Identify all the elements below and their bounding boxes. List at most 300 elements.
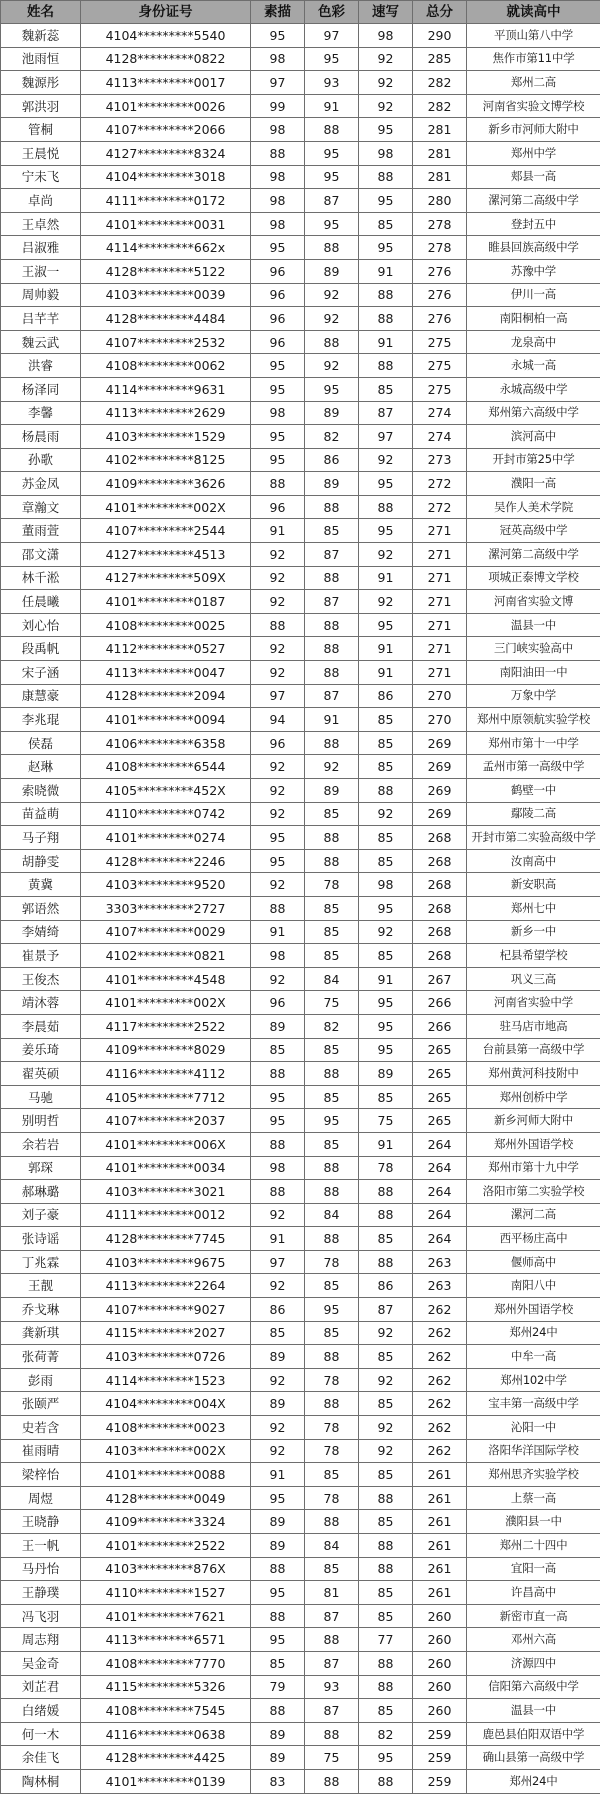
cell-color: 88 <box>305 1345 359 1369</box>
cell-school: 邓州六高 <box>467 1628 600 1652</box>
cell-color: 75 <box>305 1746 359 1770</box>
cell-quick-sketch: 88 <box>359 495 413 519</box>
cell-total: 261 <box>413 1486 467 1510</box>
cell-sketch: 92 <box>251 1416 305 1440</box>
cell-id-number: 4113*********2629 <box>81 401 251 425</box>
cell-sketch: 92 <box>251 802 305 826</box>
table-row <box>1 1038 600 1062</box>
cell-school: 濮阳一高 <box>467 472 600 496</box>
cell-id-number: 4101*********0088 <box>81 1463 251 1487</box>
table-row <box>1 1203 600 1227</box>
cell-id-number: 4101*********006X <box>81 1132 251 1156</box>
cell-school: 郑州中原领航实验学校 <box>467 708 600 732</box>
cell-total: 281 <box>413 165 467 189</box>
cell-total: 262 <box>413 1321 467 1345</box>
cell-color: 93 <box>305 71 359 95</box>
cell-total: 270 <box>413 684 467 708</box>
cell-total: 264 <box>413 1203 467 1227</box>
header-name: 姓名 <box>1 1 81 24</box>
cell-color: 92 <box>305 354 359 378</box>
cell-name: 魏云武 <box>1 330 81 354</box>
cell-color: 87 <box>305 189 359 213</box>
cell-color: 88 <box>305 330 359 354</box>
cell-total: 282 <box>413 71 467 95</box>
cell-sketch: 88 <box>251 472 305 496</box>
cell-school: 新安职高 <box>467 873 600 897</box>
cell-school: 新乡一中 <box>467 920 600 944</box>
cell-sketch: 92 <box>251 1439 305 1463</box>
table-row <box>1 1722 600 1746</box>
cell-total: 271 <box>413 637 467 661</box>
cell-school: 沁阳一中 <box>467 1416 600 1440</box>
cell-name: 余若岩 <box>1 1132 81 1156</box>
cell-total: 268 <box>413 896 467 920</box>
cell-sketch: 96 <box>251 283 305 307</box>
cell-color: 88 <box>305 566 359 590</box>
cell-quick-sketch: 98 <box>359 873 413 897</box>
table-row <box>1 1062 600 1086</box>
cell-quick-sketch: 85 <box>359 1463 413 1487</box>
cell-school: 永城一高 <box>467 354 600 378</box>
cell-total: 269 <box>413 731 467 755</box>
cell-name: 陶林桐 <box>1 1769 81 1793</box>
cell-name: 苏金凤 <box>1 472 81 496</box>
cell-name: 郭琛 <box>1 1156 81 1180</box>
cell-total: 278 <box>413 212 467 236</box>
cell-color: 85 <box>305 802 359 826</box>
cell-school: 永城高级中学 <box>467 377 600 401</box>
cell-id-number: 4101*********0034 <box>81 1156 251 1180</box>
cell-quick-sketch: 85 <box>359 849 413 873</box>
cell-name: 魏源彤 <box>1 71 81 95</box>
cell-school: 龙泉高中 <box>467 330 600 354</box>
cell-sketch: 95 <box>251 354 305 378</box>
cell-sketch: 89 <box>251 1510 305 1534</box>
cell-sketch: 88 <box>251 1699 305 1723</box>
table-row <box>1 401 600 425</box>
table-row <box>1 1156 600 1180</box>
cell-sketch: 95 <box>251 1581 305 1605</box>
cell-quick-sketch: 91 <box>359 566 413 590</box>
cell-id-number: 4101*********0026 <box>81 94 251 118</box>
cell-sketch: 98 <box>251 212 305 236</box>
table-row <box>1 1604 600 1628</box>
cell-id-number: 4105*********7712 <box>81 1085 251 1109</box>
cell-name: 李婧绮 <box>1 920 81 944</box>
cell-color: 78 <box>305 1368 359 1392</box>
table-row <box>1 94 600 118</box>
cell-sketch: 98 <box>251 1156 305 1180</box>
cell-total: 268 <box>413 849 467 873</box>
table-row <box>1 684 600 708</box>
cell-school: 漯河第二高级中学 <box>467 189 600 213</box>
cell-sketch: 85 <box>251 1038 305 1062</box>
cell-color: 78 <box>305 1439 359 1463</box>
cell-school: 上蔡一高 <box>467 1486 600 1510</box>
cell-total: 278 <box>413 236 467 260</box>
cell-quick-sketch: 92 <box>359 1321 413 1345</box>
cell-name: 张颐严 <box>1 1392 81 1416</box>
cell-name: 吕淑雅 <box>1 236 81 260</box>
cell-color: 88 <box>305 613 359 637</box>
cell-school: 漯河二高 <box>467 1203 600 1227</box>
cell-name: 魏新蕊 <box>1 24 81 48</box>
cell-color: 88 <box>305 731 359 755</box>
cell-name: 别明哲 <box>1 1109 81 1133</box>
cell-name: 刘子豪 <box>1 1203 81 1227</box>
cell-color: 88 <box>305 1510 359 1534</box>
cell-total: 276 <box>413 259 467 283</box>
cell-id-number: 4113*********0017 <box>81 71 251 95</box>
cell-school: 郑州第六高级中学 <box>467 401 600 425</box>
cell-sketch: 89 <box>251 1746 305 1770</box>
cell-school: 新乡市河师大附中 <box>467 118 600 142</box>
cell-id-number: 4101*********0187 <box>81 590 251 614</box>
cell-name: 王淑一 <box>1 259 81 283</box>
cell-total: 270 <box>413 708 467 732</box>
table-row <box>1 661 600 685</box>
cell-school: 南阳桐柏一高 <box>467 307 600 331</box>
cell-sketch: 95 <box>251 1628 305 1652</box>
cell-school: 鹿邑县伯阳双语中学 <box>467 1722 600 1746</box>
cell-name: 董雨萱 <box>1 519 81 543</box>
cell-school: 西平杨庄高中 <box>467 1227 600 1251</box>
cell-sketch: 88 <box>251 141 305 165</box>
cell-name: 周煜 <box>1 1486 81 1510</box>
cell-school: 濮阳县一中 <box>467 1510 600 1534</box>
cell-school: 郏县一高 <box>467 165 600 189</box>
cell-name: 管桐 <box>1 118 81 142</box>
cell-school: 郑州外国语学校 <box>467 1298 600 1322</box>
cell-quick-sketch: 98 <box>359 24 413 48</box>
cell-color: 87 <box>305 1651 359 1675</box>
cell-school: 河南省实验文博 <box>467 590 600 614</box>
cell-name: 李馨 <box>1 401 81 425</box>
table-row <box>1 495 600 519</box>
cell-name: 丁兆霖 <box>1 1250 81 1274</box>
cell-quick-sketch: 88 <box>359 1651 413 1675</box>
table-row <box>1 613 600 637</box>
table-body <box>1 24 600 1794</box>
cell-quick-sketch: 95 <box>359 1746 413 1770</box>
cell-school: 驻马店市地高 <box>467 1014 600 1038</box>
cell-id-number: 4128*********4484 <box>81 307 251 331</box>
cell-id-number: 4107*********2066 <box>81 118 251 142</box>
cell-id-number: 4107*********9027 <box>81 1298 251 1322</box>
cell-school: 孟州市第一高级中学 <box>467 755 600 779</box>
table-row <box>1 991 600 1015</box>
cell-id-number: 4128*********0049 <box>81 1486 251 1510</box>
table-row <box>1 1345 600 1369</box>
cell-school: 登封五中 <box>467 212 600 236</box>
cell-quick-sketch: 88 <box>359 1769 413 1793</box>
cell-sketch: 95 <box>251 1486 305 1510</box>
cell-quick-sketch: 95 <box>359 991 413 1015</box>
cell-name: 索晓微 <box>1 779 81 803</box>
cell-color: 95 <box>305 141 359 165</box>
cell-total: 271 <box>413 661 467 685</box>
table-row <box>1 708 600 732</box>
cell-school: 温县一中 <box>467 1699 600 1723</box>
cell-sketch: 86 <box>251 1298 305 1322</box>
cell-total: 265 <box>413 1062 467 1086</box>
cell-color: 88 <box>305 1628 359 1652</box>
cell-color: 91 <box>305 708 359 732</box>
cell-color: 85 <box>305 1557 359 1581</box>
cell-school: 开封市第二实验高级中学 <box>467 826 600 850</box>
table-header <box>1 1 600 24</box>
cell-color: 95 <box>305 1298 359 1322</box>
cell-quick-sketch: 92 <box>359 1439 413 1463</box>
cell-school: 郑州24中 <box>467 1769 600 1793</box>
cell-quick-sketch: 92 <box>359 590 413 614</box>
cell-name: 史若含 <box>1 1416 81 1440</box>
cell-sketch: 92 <box>251 637 305 661</box>
cell-id-number: 4112*********0527 <box>81 637 251 661</box>
cell-school: 洛阳市第二实验学校 <box>467 1180 600 1204</box>
cell-total: 266 <box>413 1014 467 1038</box>
table-row <box>1 1368 600 1392</box>
table-row <box>1 1510 600 1534</box>
cell-quick-sketch: 91 <box>359 637 413 661</box>
table-row <box>1 731 600 755</box>
cell-quick-sketch: 91 <box>359 259 413 283</box>
cell-sketch: 97 <box>251 1250 305 1274</box>
table-row <box>1 566 600 590</box>
cell-sketch: 91 <box>251 519 305 543</box>
cell-total: 262 <box>413 1439 467 1463</box>
cell-total: 264 <box>413 1156 467 1180</box>
cell-quick-sketch: 85 <box>359 944 413 968</box>
cell-name: 胡静雯 <box>1 849 81 873</box>
table-row <box>1 1416 600 1440</box>
cell-color: 78 <box>305 873 359 897</box>
cell-sketch: 92 <box>251 873 305 897</box>
cell-id-number: 4111*********0172 <box>81 189 251 213</box>
cell-id-number: 4107*********2532 <box>81 330 251 354</box>
cell-quick-sketch: 85 <box>359 708 413 732</box>
cell-name: 段禹帆 <box>1 637 81 661</box>
cell-color: 84 <box>305 1534 359 1558</box>
cell-name: 马子翔 <box>1 826 81 850</box>
cell-name: 龚新琪 <box>1 1321 81 1345</box>
table-row <box>1 1651 600 1675</box>
cell-quick-sketch: 92 <box>359 1368 413 1392</box>
table-row <box>1 354 600 378</box>
cell-color: 89 <box>305 259 359 283</box>
cell-school: 郑州黄河科技附中 <box>467 1062 600 1086</box>
cell-color: 75 <box>305 991 359 1015</box>
cell-color: 92 <box>305 307 359 331</box>
cell-color: 88 <box>305 849 359 873</box>
cell-id-number: 4128*********2094 <box>81 684 251 708</box>
cell-id-number: 4101*********0139 <box>81 1769 251 1793</box>
cell-sketch: 97 <box>251 684 305 708</box>
cell-quick-sketch: 95 <box>359 1038 413 1062</box>
cell-quick-sketch: 88 <box>359 1203 413 1227</box>
cell-total: 261 <box>413 1510 467 1534</box>
cell-name: 余佳飞 <box>1 1746 81 1770</box>
cell-sketch: 89 <box>251 1534 305 1558</box>
cell-quick-sketch: 85 <box>359 1392 413 1416</box>
cell-id-number: 4115*********2027 <box>81 1321 251 1345</box>
cell-sketch: 98 <box>251 944 305 968</box>
cell-id-number: 4109*********8029 <box>81 1038 251 1062</box>
cell-id-number: 4117*********2522 <box>81 1014 251 1038</box>
cell-quick-sketch: 92 <box>359 448 413 472</box>
cell-school: 郑州中学 <box>467 141 600 165</box>
cell-total: 260 <box>413 1628 467 1652</box>
table-row <box>1 849 600 873</box>
cell-total: 263 <box>413 1250 467 1274</box>
cell-id-number: 4108*********6544 <box>81 755 251 779</box>
table-row <box>1 189 600 213</box>
cell-name: 洪睿 <box>1 354 81 378</box>
cell-name: 靖沐蓉 <box>1 991 81 1015</box>
cell-total: 272 <box>413 495 467 519</box>
cell-school: 郑州七中 <box>467 896 600 920</box>
cell-name: 何一木 <box>1 1722 81 1746</box>
cell-id-number: 4127*********509X <box>81 566 251 590</box>
cell-color: 85 <box>305 519 359 543</box>
cell-quick-sketch: 85 <box>359 755 413 779</box>
table-row <box>1 967 600 991</box>
cell-name: 李晨茹 <box>1 1014 81 1038</box>
cell-name: 冯飞羽 <box>1 1604 81 1628</box>
cell-total: 262 <box>413 1345 467 1369</box>
cell-name: 刘芷君 <box>1 1675 81 1699</box>
cell-color: 95 <box>305 1109 359 1133</box>
cell-color: 97 <box>305 24 359 48</box>
cell-quick-sketch: 82 <box>359 1722 413 1746</box>
cell-sketch: 95 <box>251 1109 305 1133</box>
cell-total: 285 <box>413 47 467 71</box>
cell-school: 鄢陵二高 <box>467 802 600 826</box>
cell-id-number: 4108*********7770 <box>81 1651 251 1675</box>
cell-sketch: 91 <box>251 1463 305 1487</box>
cell-id-number: 4103*********9675 <box>81 1250 251 1274</box>
cell-id-number: 4114*********662x <box>81 236 251 260</box>
cell-school: 郑州思齐实验学校 <box>467 1463 600 1487</box>
cell-quick-sketch: 91 <box>359 330 413 354</box>
cell-quick-sketch: 85 <box>359 377 413 401</box>
cell-sketch: 95 <box>251 236 305 260</box>
table-row <box>1 47 600 71</box>
cell-quick-sketch: 91 <box>359 967 413 991</box>
cell-sketch: 88 <box>251 1132 305 1156</box>
cell-school: 睢县回族高级中学 <box>467 236 600 260</box>
cell-school: 冠英高级中学 <box>467 519 600 543</box>
cell-total: 271 <box>413 613 467 637</box>
cell-sketch: 88 <box>251 1180 305 1204</box>
table-row <box>1 71 600 95</box>
table-row <box>1 896 600 920</box>
cell-name: 王晨悦 <box>1 141 81 165</box>
table-row <box>1 920 600 944</box>
cell-sketch: 94 <box>251 708 305 732</box>
table-row <box>1 377 600 401</box>
cell-school: 郑州24中 <box>467 1321 600 1345</box>
cell-name: 林千淞 <box>1 566 81 590</box>
cell-id-number: 4111*********0012 <box>81 1203 251 1227</box>
cell-total: 275 <box>413 354 467 378</box>
cell-total: 262 <box>413 1416 467 1440</box>
cell-color: 88 <box>305 495 359 519</box>
cell-id-number: 4102*********8125 <box>81 448 251 472</box>
cell-color: 88 <box>305 1769 359 1793</box>
cell-school: 确山县第一高级中学 <box>467 1746 600 1770</box>
table-row <box>1 1439 600 1463</box>
cell-id-number: 4102*********0821 <box>81 944 251 968</box>
cell-quick-sketch: 95 <box>359 118 413 142</box>
cell-color: 95 <box>305 47 359 71</box>
cell-id-number: 4128*********4425 <box>81 1746 251 1770</box>
cell-quick-sketch: 91 <box>359 661 413 685</box>
cell-id-number: 4108*********7545 <box>81 1699 251 1723</box>
cell-sketch: 95 <box>251 849 305 873</box>
cell-quick-sketch: 97 <box>359 425 413 449</box>
cell-quick-sketch: 95 <box>359 519 413 543</box>
cell-total: 261 <box>413 1557 467 1581</box>
cell-total: 269 <box>413 779 467 803</box>
header-quick-sketch: 速写 <box>359 1 413 24</box>
cell-color: 88 <box>305 637 359 661</box>
table-row <box>1 330 600 354</box>
cell-total: 260 <box>413 1604 467 1628</box>
cell-sketch: 92 <box>251 543 305 567</box>
cell-name: 孙歌 <box>1 448 81 472</box>
cell-quick-sketch: 85 <box>359 1085 413 1109</box>
cell-name: 吕芊芊 <box>1 307 81 331</box>
cell-name: 杨泽同 <box>1 377 81 401</box>
cell-sketch: 96 <box>251 330 305 354</box>
cell-color: 87 <box>305 1699 359 1723</box>
cell-total: 264 <box>413 1132 467 1156</box>
cell-quick-sketch: 95 <box>359 1014 413 1038</box>
table-row <box>1 425 600 449</box>
cell-color: 88 <box>305 826 359 850</box>
cell-school: 项城正泰博文学校 <box>467 566 600 590</box>
table-row <box>1 1014 600 1038</box>
cell-color: 85 <box>305 896 359 920</box>
cell-total: 275 <box>413 377 467 401</box>
cell-name: 任晨曦 <box>1 590 81 614</box>
cell-total: 271 <box>413 543 467 567</box>
cell-total: 268 <box>413 920 467 944</box>
cell-id-number: 4104*********004X <box>81 1392 251 1416</box>
cell-color: 85 <box>305 1274 359 1298</box>
cell-color: 87 <box>305 684 359 708</box>
header-id-number: 身份证号 <box>81 1 251 24</box>
cell-total: 268 <box>413 873 467 897</box>
table-row <box>1 1486 600 1510</box>
cell-school: 许昌高中 <box>467 1581 600 1605</box>
cell-quick-sketch: 88 <box>359 1557 413 1581</box>
cell-sketch: 85 <box>251 1321 305 1345</box>
cell-name: 宁未飞 <box>1 165 81 189</box>
cell-total: 261 <box>413 1534 467 1558</box>
table-row <box>1 1628 600 1652</box>
cell-id-number: 4103*********9520 <box>81 873 251 897</box>
cell-id-number: 4101*********0031 <box>81 212 251 236</box>
table-row <box>1 1132 600 1156</box>
cell-id-number: 4101*********0094 <box>81 708 251 732</box>
cell-sketch: 89 <box>251 1392 305 1416</box>
cell-id-number: 4101*********2522 <box>81 1534 251 1558</box>
cell-color: 88 <box>305 1722 359 1746</box>
cell-school: 宜阳一高 <box>467 1557 600 1581</box>
cell-sketch: 95 <box>251 24 305 48</box>
